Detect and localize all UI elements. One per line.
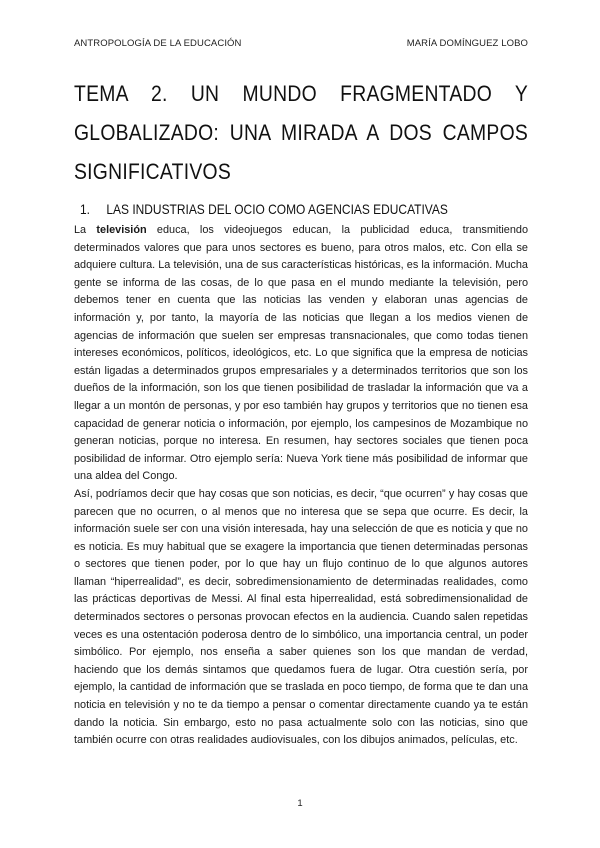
paragraph — [74, 222, 528, 486]
bold-term: televisión — [96, 224, 147, 236]
section-number: 1. — [80, 202, 90, 217]
document-title: TEMA 2. UN MUNDO FRAGMENTADO Y GLOBALIZADO: UNA MIRADA A DOS CAMPOS SIGNIFICATIVOS — [74, 81, 529, 184]
paragraph-text: educa, los videojuegos educan, la publicidad educa, transmitiendo determinados valores que para unos sectores es bueno, para otros malos, etc. Con ella se adquiere cultura. La televisión, una de sus características históricas, es la información. Mucha gente se informa de las cosas, de lo que pasa en el mundo mediante la televisión, pero debemos tener en cuenta que las noticias las venden y elaboran unas agencias de información y, por tanto, la mayoría de las noticias que llegan a los medios vienen de agencias de información que suelen ser empresas transnacionales, que como todas tienen intereses económicos, políticos, ideológicos, etc. Lo que significa que la empresa de noticias están ligadas a determinados grupos empresariales y a determinados territorios que son los dueños de la información, son los que tienen posibilidad de trasladar la información que va a llegar a un montón de personas, y por eso también hay grupos y territorios que no tienen esa capacidad de generar noticia o información, por ejemplo, los campesinos de Mozambique no generan noticias, porque no interesa. En resumen, hay sectores sociales que tienen poca posibilidad de informar. Otro ejemplo sería: Nueva York tiene más posibilidad de informar que una aldea del Congo. — [74, 224, 529, 483]
section-title: LAS INDUSTRIAS DEL OCIO COMO AGENCIAS EDUCATIVAS — [106, 202, 448, 217]
body-text — [74, 222, 528, 750]
paragraph: Así, podríamos decir que hay cosas que son noticias, es decir, “que ocurren” y hay cosas que parecen que no ocurren, o al menos que no interesa que se sepa que ocurre. Es decir, la información suele ser con una visión interesada, hay una selección de que es noticia y que no es noticia. Es muy habitual que se exagere la importancia que tienen determinadas personas o sectores que tienen poder, por lo que hay un flujo continuo de lo que algunos autores llaman “hiperrealidad”, es decir, sobredimensionamiento de determinadas realidades, como las prácticas deportivas de Messi. Al final esta hiperrealidad, está sobredimensionalidad de determinados sectores o personas provocan efectos en la audiencia. Cuando salen repetidas veces es una ostentación poderosa dentro de lo simbólico, una importancia central, un poder simbólico. Por ejemplo, nos enseña a saber quienes son los que mandan de verdad, haciendo que los demás sintamos que quedamos fuera de lugar. Otra cuestión sería, por ejemplo, la cantidad de información que se traslada en poco tiempo, de forma que te dan una noticia en televisión y no te da tiempo a pensar o comentar directamente cuando ya te están dando la noticia. Sin embargo, esto no pasa actualmente solo con las noticias, sino que también ocurre con otras realidades audiovisuales, con los dibujos animados, películas, etc. — [74, 487, 528, 747]
page-number: 1 — [297, 798, 303, 809]
header-author-name: MARÍA DOMÍNGUEZ LOBO — [406, 38, 528, 49]
paragraph-lead: La — [74, 224, 97, 236]
section-heading — [80, 202, 448, 217]
header-course-title: ANTROPOLOGÍA DE LA EDUCACIÓN — [74, 38, 242, 49]
